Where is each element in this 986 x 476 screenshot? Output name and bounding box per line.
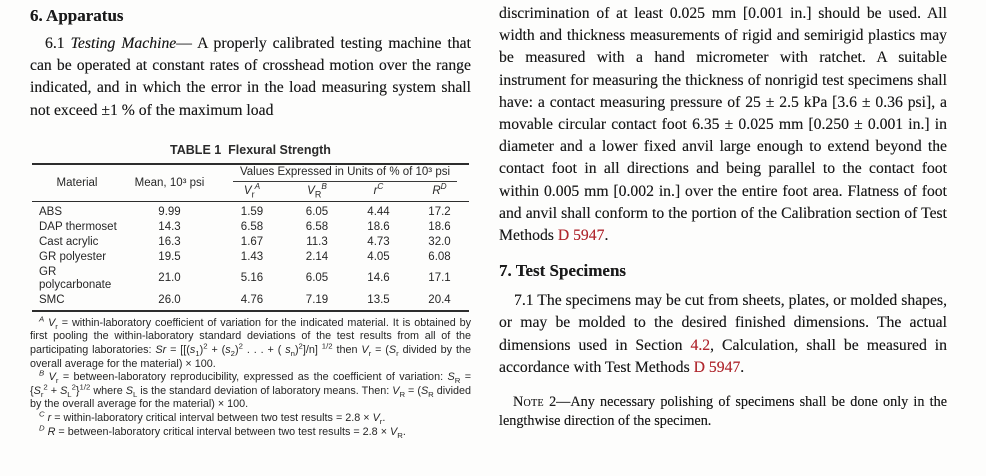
para-continuation: discrimination of at least 0.025 mm [0.001 in.] should be used. All width and thickness measurements of rigid and semirigid plastics may be measured with a hand micrometer with ratchet. A suitable instrument for measuring the thickness of nonrigid test specimens shall have: a contact measuring pressure of 25 ± 2.5 kPa [3.6 ± 0.36 psi], a movable circular contact foot 6.35 ± 0.025 mm [0.250 ± 0.001 in.] in diameter and a lower fixed anvil large enough to extend beyond the contact foot in all directions and being parallel to the contact foot within 0.005 mm [0.002 in.] over the entire foot area. Flatness of foot and anvil shall conform to the portion of the Calibration section of Test Methods D 5947. — [499, 5, 947, 245]
right-column — [499, 0, 947, 431]
column-header-r: $r^C$ — [347, 182, 410, 202]
cell-mean: 19.5 — [158, 250, 181, 263]
cell-mean: 26.0 — [158, 293, 181, 306]
cell-vr: 1.43 — [240, 250, 264, 263]
column-header-vcapr: $V_R^B$ — [287, 182, 347, 202]
cell-vcapr: 11.3 — [306, 235, 328, 248]
column-header-material: Material — [32, 164, 122, 202]
para-6-1: 6.1 Testing Machine— A properly calibrated testing machine that can be operated at constant rates of crosshead motion over the range indicated, and in which the error in the load measuring system shall not exceed ±1 % of the maximum load — [30, 35, 471, 119]
footnote-d: $^D$ R = between-laboratory critical interval between two test results = $2.8 \times V_R$. — [39, 422, 406, 440]
cell-material: GR polycarbonate — [39, 265, 112, 291]
doc-ref-link[interactable]: 4.2 — [690, 336, 711, 354]
para-7-1: 7.1 The specimens may be cut from sheets, plates, or molded shapes, or may be molded to the desired finished dimensions. The actual dimensions used in Section 4.2, Calculation, shall be measured in accordance with Test Methods D 5947. — [499, 292, 947, 376]
table-row — [32, 265, 469, 293]
cell-capr: 17.2 — [428, 205, 451, 218]
cell-vr: 1.59 — [240, 205, 264, 218]
cell-vr: 6.58 — [240, 220, 264, 233]
doc-ref-link[interactable]: D 5947 — [693, 358, 741, 376]
footnote-b: $^B$ $V_r$ = between-laboratory reproducibility, expressed as the coefficient of variation: $S_R = \{S_r^2 + S_L^2\}^{1/2}$ where $S_L$ is the standard deviation of laboratory means. Then: $V_R = (S_R$ divided by the overall average for the material) × 100. — [30, 368, 472, 411]
cell-mean: 21.0 — [158, 272, 181, 285]
cell-r: 4.73 — [367, 235, 390, 248]
cell-vcapr: 6.05 — [305, 205, 329, 218]
section-6-heading: 6. Apparatus — [30, 6, 124, 25]
cell-capr: 20.4 — [428, 293, 451, 306]
cell-vcapr: 7.19 — [305, 293, 329, 306]
flexural-strength-table — [32, 163, 469, 312]
cell-vcapr: 2.14 — [305, 250, 329, 263]
table-row — [32, 235, 469, 250]
footnote-a: $^A$ $V_r$ = within-laboratory coefficient of variation for the indicated material. It is obtained by first pooling the within-laboratory standard deviations of the test results from all of the participating laboratories: $Sr = [[(s_1)^2 + (s_2)^2$ . . . + ( $s_n)^2]/n$] $^{1/2}$ then $V_r = (S_r$ divided by the overall average for the material) × 100. — [30, 314, 471, 370]
doc-ref-link[interactable]: D 5947 — [557, 227, 605, 245]
table-1-title: TABLE 1 Flexural Strength — [170, 142, 331, 157]
cell-r: 4.05 — [367, 250, 390, 263]
cell-capr: 18.6 — [428, 220, 451, 233]
cell-material: ABS — [39, 205, 63, 218]
column-header-capr: $R^D$ — [410, 182, 469, 202]
cell-mean: 9.99 — [158, 205, 181, 218]
cell-vr: 1.67 — [240, 235, 264, 248]
note-2: Note 2—Any necessary polishing of specimens shall be done only in the lengthwise direction of the specimen. — [499, 394, 947, 429]
cell-r: 14.6 — [367, 272, 390, 285]
cell-vcapr: 6.58 — [305, 220, 329, 233]
cell-material: DAP thermoset — [39, 220, 117, 233]
cell-r: 13.5 — [367, 293, 390, 306]
section-7-heading: 7. Test Specimens — [499, 261, 627, 281]
cell-r: 4.44 — [367, 205, 390, 218]
cell-material: Cast acrylic — [39, 235, 99, 248]
table-row — [32, 293, 469, 311]
footnote-c: $^C$ r = within-laboratory critical interval between two test results = $2.8 \times V_r$. — [39, 409, 386, 427]
table-row — [32, 220, 469, 235]
column-header-mean: Mean, 10³ psi — [122, 164, 217, 202]
cell-vr: 5.16 — [240, 272, 264, 285]
cell-material: SMC — [39, 293, 65, 306]
table-row — [32, 201, 469, 220]
cell-vcapr: 6.05 — [305, 272, 329, 285]
column-header-vr: $V_r^A$ — [217, 182, 287, 202]
values-span-label: Values Expressed in Units of % of 10³ psi — [233, 165, 457, 182]
table-header-row — [32, 164, 469, 182]
table-footnotes — [30, 314, 472, 440]
smallcaps-label: Note — [513, 394, 544, 411]
cell-r: 18.6 — [367, 220, 390, 233]
cell-capr: 6.08 — [428, 250, 451, 263]
cell-mean: 14.3 — [158, 220, 181, 233]
cell-vr: 4.76 — [240, 293, 264, 306]
cell-capr: 17.1 — [428, 272, 451, 285]
cell-mean: 16.3 — [158, 235, 181, 248]
left-column — [30, 0, 471, 439]
cell-material: GR polyester — [39, 250, 107, 263]
table-row — [32, 250, 469, 265]
cell-capr: 32.0 — [428, 235, 451, 248]
column-header-values-span — [217, 164, 469, 182]
